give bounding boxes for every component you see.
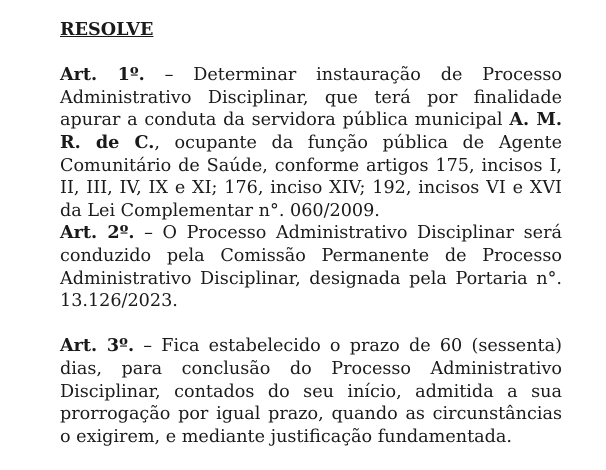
article-2 <box>60 222 562 312</box>
article-1-servant-name: A. M. R. de C. <box>60 109 562 153</box>
article-1-text-after: , ocupante da função pública de Agente Comunitário de Saúde, conforme artigos 175, incisos I, II, III, IV, IX e XI; 176, inciso XIV; 192, incisos VI e XVI da Lei Complementar n°. 060/2009. <box>60 132 563 221</box>
article-3-number: Art. 3º. <box>60 335 135 357</box>
article-1-number: Art. 1º. <box>60 64 145 86</box>
article-2-number: Art. 2º. <box>60 222 135 244</box>
article-1-text-before: – Determinar instauração de Processo Administrativo Disciplinar, que terá por finalidade apurar a conduta da servidora pública municipal <box>60 65 562 131</box>
article-3 <box>60 335 562 448</box>
article-3-text: – Fica estabelecido o prazo de 60 (sessenta) dias, para conclusão do Processo Administrativo Disciplinar, contados do seu início, admitida a sua prorrogação por igual prazo, quando as circunstâncias o exigirem, e mediante justificação fundamentada. <box>60 336 562 447</box>
article-1 <box>60 64 562 222</box>
section-heading: RESOLVE <box>60 19 154 40</box>
article-2-text: – O Processo Administrativo Disciplinar será conduzido pela Comissão Permanente de Processo Administrativo Disciplinar, designada pela Portaria n°. 13.126/2023. <box>60 223 562 312</box>
document-body <box>60 19 562 448</box>
